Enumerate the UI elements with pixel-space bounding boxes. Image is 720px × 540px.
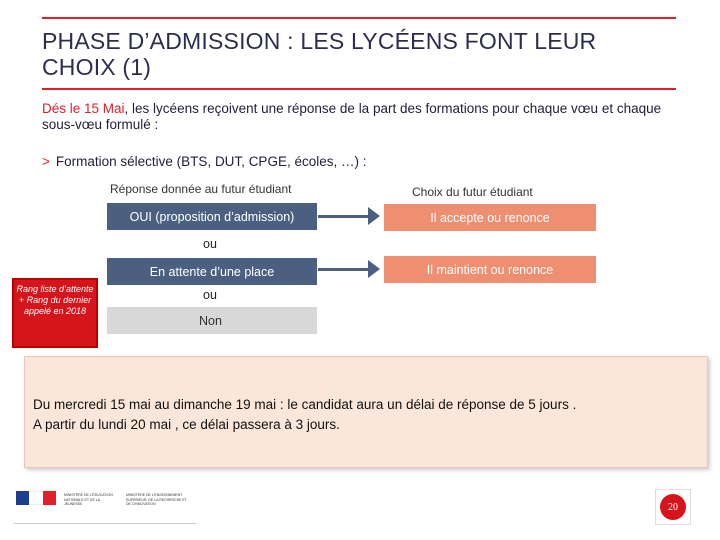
chevron-right-icon: > — [42, 154, 50, 169]
or-label-2: ou — [203, 288, 217, 302]
deadline-line-2: A partir du lundi 20 mai , ce délai passera à 3 jours. — [33, 417, 340, 432]
intro-text: , les lycéens reçoivent une réponse de la part des formations pour chaque vœu et chaque sous-vœu formulé : — [42, 101, 662, 132]
bullet-text: Formation sélective (BTS, DUT, CPGE, écoles, …) : — [55, 154, 367, 169]
rank-note: Rang liste d’attente + Rang du dernier appelé en 2018 — [12, 278, 98, 348]
title-bottom-rule — [42, 88, 676, 90]
ministry-name-1: MINISTÈRE DE L’ÉDUCATION NATIONALE ET DE LA JEUNESSE — [64, 493, 113, 506]
oui-box: OUI (proposition d’admission) — [107, 203, 317, 230]
response-header: Réponse donnée au futur étudiant — [110, 182, 292, 196]
page-title: PHASE D’ADMISSION : LES LYCÉENS FONT LEUR CHOIX (1) — [42, 28, 597, 80]
or-label-1: ou — [203, 237, 217, 251]
oui-choice-box: Il accepte ou renonce — [384, 204, 596, 231]
deadline-info-box — [24, 356, 708, 468]
ministry-logo — [14, 487, 196, 524]
arrow-oui — [318, 215, 370, 218]
deadline-line-1: Du mercredi 15 mai au dimanche 19 mai : le candidat aura un délai de réponse de 5 jours . — [33, 397, 577, 412]
arrow-attente-head — [368, 260, 380, 278]
arrow-oui-head — [368, 207, 380, 225]
attente-choice-box: Il maintient ou renonce — [384, 256, 596, 283]
intro-paragraph — [42, 101, 692, 133]
attente-box: En attente d’une place — [107, 258, 317, 285]
bullet-selective — [42, 154, 366, 169]
ministry-name-2: MINISTÈRE DE L’ENSEIGNEMENT SUPÉRIEUR, DE LA RECHERCHE ET DE L’INNOVATION — [126, 493, 187, 506]
deadline-text — [33, 395, 705, 435]
choice-header: Choix du futur étudiant — [412, 185, 533, 199]
marianne-flag-icon — [16, 491, 56, 505]
arrow-attente — [318, 268, 370, 271]
title-top-rule — [42, 17, 676, 19]
page-number: 20 — [660, 494, 686, 520]
intro-date: Dés le 15 Mai — [42, 101, 125, 116]
non-box: Non — [107, 307, 317, 334]
